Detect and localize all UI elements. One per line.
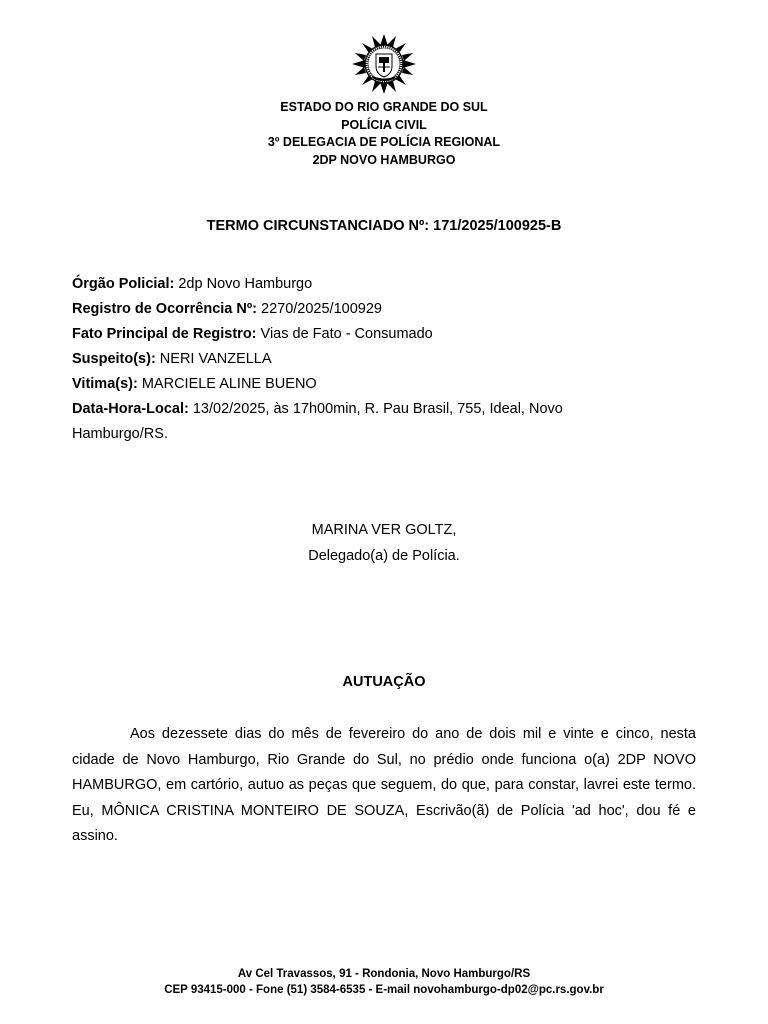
term-title: TERMO CIRCUNSTANCIADO Nº: 171/2025/100925-B [206,218,562,234]
document-footer [0,966,768,998]
field-value: MARCIELE ALINE BUENO [137,376,317,392]
footer-address: Av Cel Travassos, 91 - Rondonia, Novo Hamburgo/RS [237,968,531,980]
field-fato [72,322,632,347]
footer-contact: CEP 93415-000 - Fone (51) 3584-6535 - E-mail novohamburgo-dp02@pc.rs.gov.br [164,984,604,996]
field-label: Registro de Ocorrência Nº: [72,301,257,317]
field-value: 13/02/2025, às 17h00min, R. Pau Brasil, 755, Ideal, Novo Hamburgo/RS. [72,401,563,442]
institution-name: POLÍCIA CIVIL [341,117,427,132]
autuacao-title: AUTUAÇÃO [342,674,426,690]
field-value: Vias de Fato - Consumado [256,326,433,342]
autuacao-paragraph: Aos dezessete dias do mês de fevereiro do ano de dois mil e vinte e cinco, nesta cidade de Novo Hamburgo, Rio Grande do Sul, no prédio onde funciona o(a) 2DP NOVO HAMBURGO, em cartório, autuo as peças que seguem, do que, para constar, lavrei este termo. Eu, MÔNICA CRISTINA MONTEIRO DE SOUZA, Escrivão(ã) de Polícia 'ad hoc', dou fé e assino. [72,726,696,844]
police-station: 2DP NOVO HAMBURGO [312,152,456,167]
field-orgao [72,272,632,297]
field-label: Suspeito(s): [72,351,156,367]
field-vitima [72,372,632,397]
field-registro [72,297,632,322]
field-suspeito [72,347,632,372]
case-details [72,272,632,447]
field-label: Data-Hora-Local: [72,401,189,417]
field-label: Órgão Policial: [72,276,175,292]
field-label: Fato Principal de Registro: [72,326,257,342]
field-value: 2270/2025/100929 [256,301,382,317]
officer-name: MARINA VER GOLTZ, [311,522,457,538]
signature-block [0,518,768,569]
state-coat-of-arms-icon [348,34,420,94]
officer-role: Delegado(a) de Polícia. [308,547,460,564]
state-name: ESTADO DO RIO GRANDE DO SUL [280,100,488,114]
field-value: NERI VANZELLA [155,351,272,367]
field-value: 2dp Novo Hamburgo [174,276,313,292]
document-header [0,99,768,169]
regional-delegacy: 3º DELEGACIA DE POLÍCIA REGIONAL [267,135,501,149]
field-label: Vitima(s): [72,376,138,392]
field-data-hora-local [72,397,632,447]
